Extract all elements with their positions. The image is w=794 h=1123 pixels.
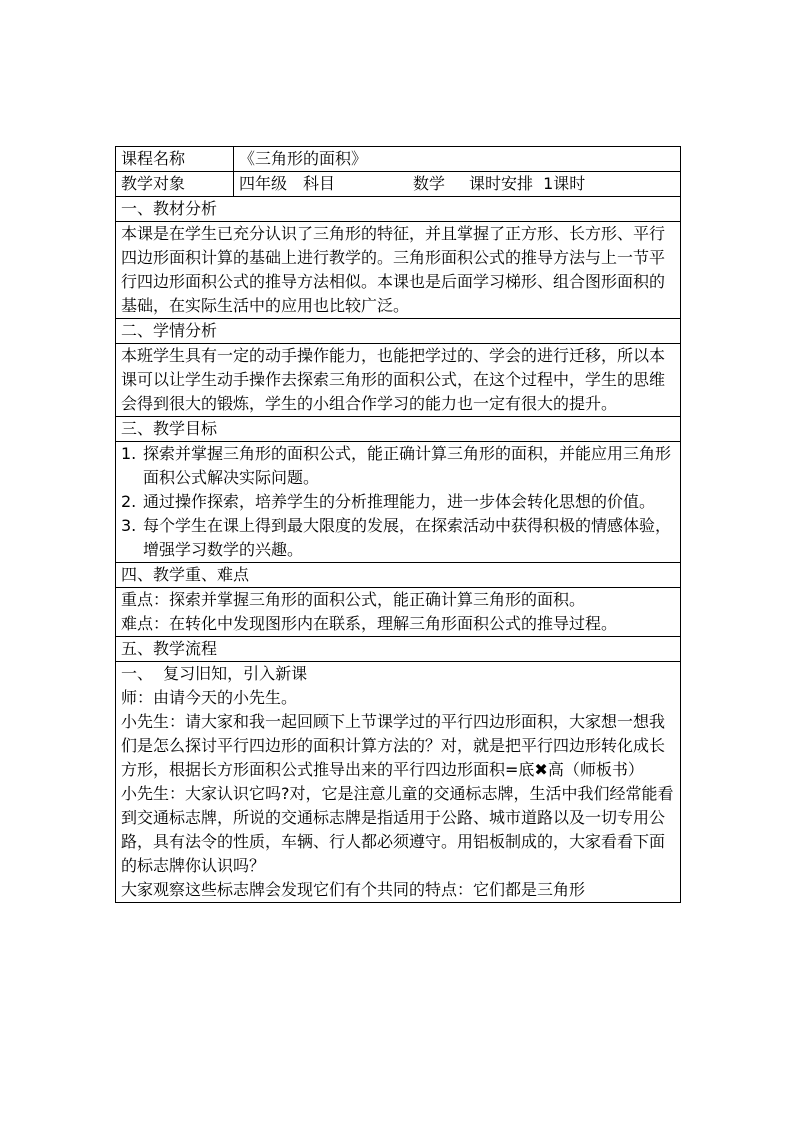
key-point: 重点：探索并掌握三角形的面积公式，能正确计算三角形的面积。: [121, 590, 586, 609]
schedule-label: 课时安排: [469, 174, 534, 193]
target-row: [116, 172, 681, 197]
course-name-row: [116, 147, 681, 172]
section-3-title-row: [116, 417, 681, 442]
target-info: [234, 172, 681, 197]
difficult-point: 难点：在转化中发现图形内在联系，理解三角形面积公式的推导过程。: [121, 614, 618, 633]
section-4-body-row: [116, 588, 681, 637]
section-1-title-row: [116, 197, 681, 222]
schedule-value: 1课时: [543, 174, 586, 193]
section-5-title: 五、教学流程: [116, 637, 681, 662]
subject-value: 数学: [413, 174, 446, 193]
section-2-title: 二、学情分析: [116, 319, 681, 344]
list-item: 3. 每个学生在课上得到最大限度的发展，在探索活动中获得积极的情感体验，增强学习数学的兴趣。: [121, 516, 672, 559]
list-item: 1. 探索并掌握三角形的面积公式，能正确计算三角形的面积，并能应用三角形面积公式解决实际问题。: [121, 444, 672, 487]
course-name-label: 课程名称: [116, 147, 234, 172]
multiply-icon: ✖: [534, 760, 548, 779]
section-3-title: 三、教学目标: [116, 417, 681, 442]
section-4-title-row: [116, 563, 681, 588]
section-2-body: 本班学生具有一定的动手操作能力，也能把学过的、学会的进行迁移，所以本课可以让学生动手操作去探索三角形的面积公式，在这个过程中，学生的思维会得到很大的锻炼，学生的小组合作学习的能力也一定有很大的提升。: [121, 346, 666, 413]
student-paragraph-2: 小先生：大家认识它吗?对，它是注意儿童的交通标志牌，生活中我们经常能看到交通标志牌，所说的交通标志牌是指适用于公路、城市道路以及一切专用公路，具有法令的性质，车辆、行人都必须遵守。用铝板制成的，大家看看下面的标志牌你认识吗？: [121, 784, 674, 875]
step-heading: 一、 复习旧知，引入新课: [121, 664, 308, 683]
section-1-body-row: [116, 222, 681, 319]
section-3-body-row: [116, 442, 681, 563]
target-label: 教学对象: [116, 172, 234, 197]
target-grade: 四年级: [239, 174, 288, 193]
section-1-body: 本课是在学生已充分认识了三角形的特征，并且掌握了正方形、长方形、平行四边形面积计算的基础上进行教学的。三角形面积公式的推导方法与上一节平行四边形面积公式的推导方法相似。本课也是后面学习梯形、组合图形面积的基础，在实际生活中的应用也比较广泛。: [121, 224, 666, 315]
section-5-body-row: [116, 662, 681, 903]
section-1-title: 一、教材分析: [116, 197, 681, 222]
section-5-title-row: [116, 637, 681, 662]
section-2-title-row: [116, 319, 681, 344]
course-name-value: 《三角形的面积》: [234, 147, 681, 172]
lesson-plan-table: [115, 146, 681, 903]
objectives-list: [121, 442, 675, 562]
section-2-body-row: [116, 344, 681, 417]
student-paragraph-1: 小先生：请大家和我一起回顾下上节课学过的平行四边形面积，大家想一想我们是怎么探讨平行四边形的面积计算方法的？对，就是把平行四边形转化成长方形，根据长方形面积公式推导出来的平行四边形面积=底✖高（师板书）: [121, 712, 666, 779]
list-item: 2. 通过操作探索，培养学生的分析推理能力，进一步体会转化思想的价值。: [121, 492, 656, 511]
section-4-title: 四、教学重、难点: [116, 563, 681, 588]
subject-label: 科目: [303, 174, 336, 193]
teacher-line: 师：由请今天的小先生。: [121, 688, 298, 707]
observation-paragraph: 大家观察这些标志牌会发现它们有个共同的特点：它们都是三角形: [121, 880, 586, 899]
